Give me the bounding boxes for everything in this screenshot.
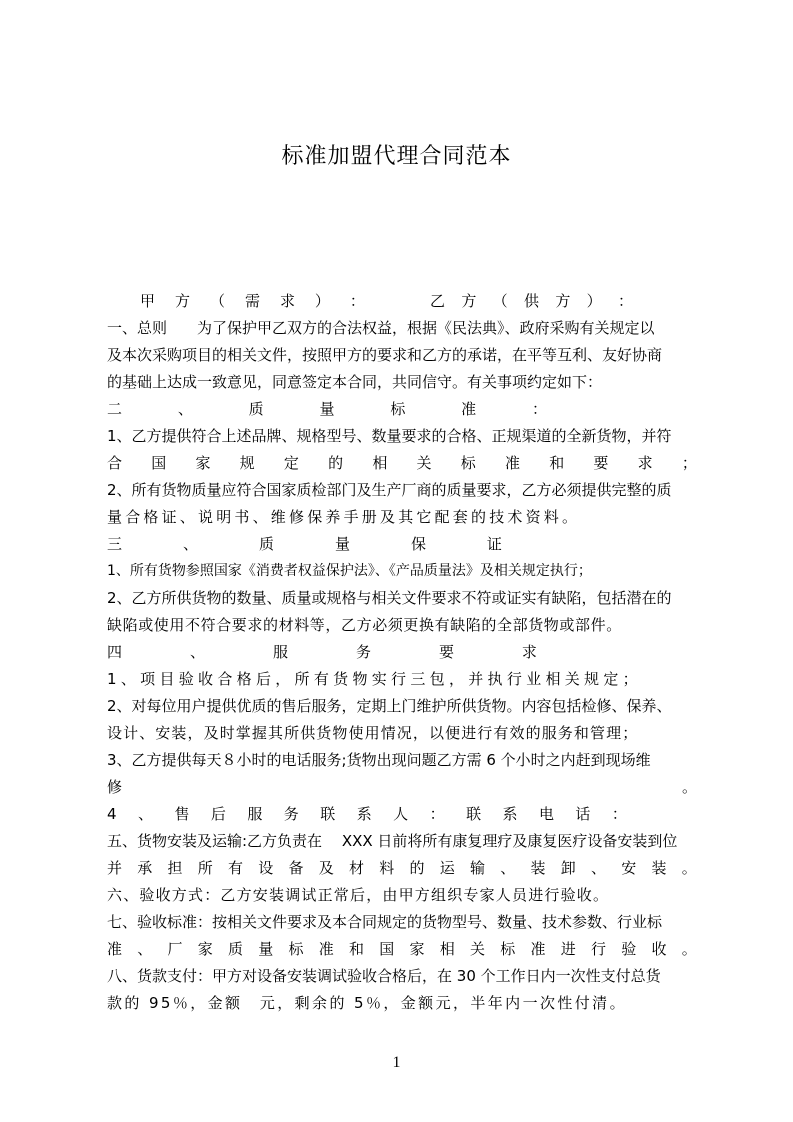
installation-transport-line-2: 并 承 担 所 有 设 备 及 材 料 的 运 输 、 装 卸 、 安 装 。 [107, 859, 697, 877]
payment-terms-line-1: 八、货款支付：甲方对设备安装调试验收合格后，在 30 个工作日内一次性支付总货 [107, 967, 661, 985]
quality-standard-item-1-cont: 合 国 家 规 定 的 相 关 标 准 和 要 求 ； [107, 454, 697, 472]
quality-standard-item-1: 1、乙方提供符合上述品牌、规格型号、数量要求的合格、正规渠道的全新货物，并符 [107, 427, 672, 445]
quality-guarantee-item-1: 1、所有货物参照国家《消费者权益保护法》、《产品质量法》及相关规定执行； [107, 563, 592, 579]
acceptance-method: 六、验收方式：乙方安装调试正常后，由甲方组织专家人员进行验收。 [107, 886, 610, 904]
quality-guarantee-heading: 三 、 质 量 保 证 [107, 535, 502, 553]
general-clause-line-2: 及本次采购项目的相关文件，按照甲方的要求和乙方的承诺，在平等互利、友好协商 [107, 346, 663, 364]
service-item-3-cont: 修 。 [107, 778, 697, 796]
party-a-label: 甲 方 （ 需 求 ） ： [140, 292, 365, 310]
service-item-2-cont: 设计、安装，及时掌握其所供货物使用情况，以便进行有效的服务和管理； [107, 724, 639, 742]
after-sales-contact-line: 4 、 售 后 服 务 联 系 人 ： 联 系 电 话 ： [107, 805, 627, 823]
service-requirements-heading: 四 、 服 务 要 求 [107, 643, 537, 661]
acceptance-standard-line-2: 准 、 厂 家 质 量 标 准 和 国 家 相 关 标 准 进 行 验 收 。 [107, 940, 697, 958]
service-item-1: 1、项目验收合格后，所有货物实行三包，并执行业相关规定； [107, 670, 642, 688]
quality-standard-item-2-cont: 量合格证、说明书、维修保养手册及其它配套的技术资料。 [107, 508, 581, 526]
quality-standard-item-2: 2、所有货物质量应符合国家质检部门及生产厂商的质量要求，乙方必须提供完整的质 [107, 481, 672, 499]
party-b-label: 乙 方 （ 供 方 ） ： [430, 292, 633, 310]
quality-standard-heading: 二 、 质 量 标 准 ： [107, 400, 547, 418]
document-title: 标准加盟代理合同范本 [281, 144, 512, 169]
service-item-2: 2、对每位用户提供优质的售后服务，定期上门维护所供货物。内容包括检修、保养、 [107, 697, 672, 715]
contract-body [107, 288, 697, 1017]
service-item-3: 3、乙方提供每天８小时的电话服务;货物出现问题乙方需 6 个小时之内赶到现场维 [107, 751, 651, 769]
payment-terms-line-2: 款的 95％，金额 元，剩余的 5％，金额元，半年内一次性付清。 [107, 994, 627, 1012]
general-clause-label: 一、总则 [107, 319, 168, 337]
installation-transport-line-1: 五、货物安装及运输:乙方负责在 XXX 日前将所有康复理疗及康复医疗设备安装到位 [107, 832, 678, 850]
parties-line [107, 288, 697, 315]
acceptance-standard-line-1: 七、验收标准：按相关文件要求及本合同规定的货物型号、数量、技术参数、行业标 [107, 913, 663, 931]
page-number: 1 [392, 1054, 401, 1071]
quality-guarantee-item-2-cont: 缺陷或使用不符合要求的材料等，乙方必须更换有缺陷的全部货物或部件。 [107, 616, 622, 634]
quality-guarantee-item-2: 2、乙方所供货物的数量、质量或规格与相关文件要求不符或证实有缺陷，包括潜在的 [107, 589, 672, 607]
general-clause-line-1: 一、总则 为了保护甲乙双方的合法权益，根据《民法典》、政府采购有关规定以 [107, 319, 655, 337]
general-clause-line-3: 的基础上达成一致意见，同意签定本合同，共同信守。有关事项约定如下： [107, 373, 603, 391]
